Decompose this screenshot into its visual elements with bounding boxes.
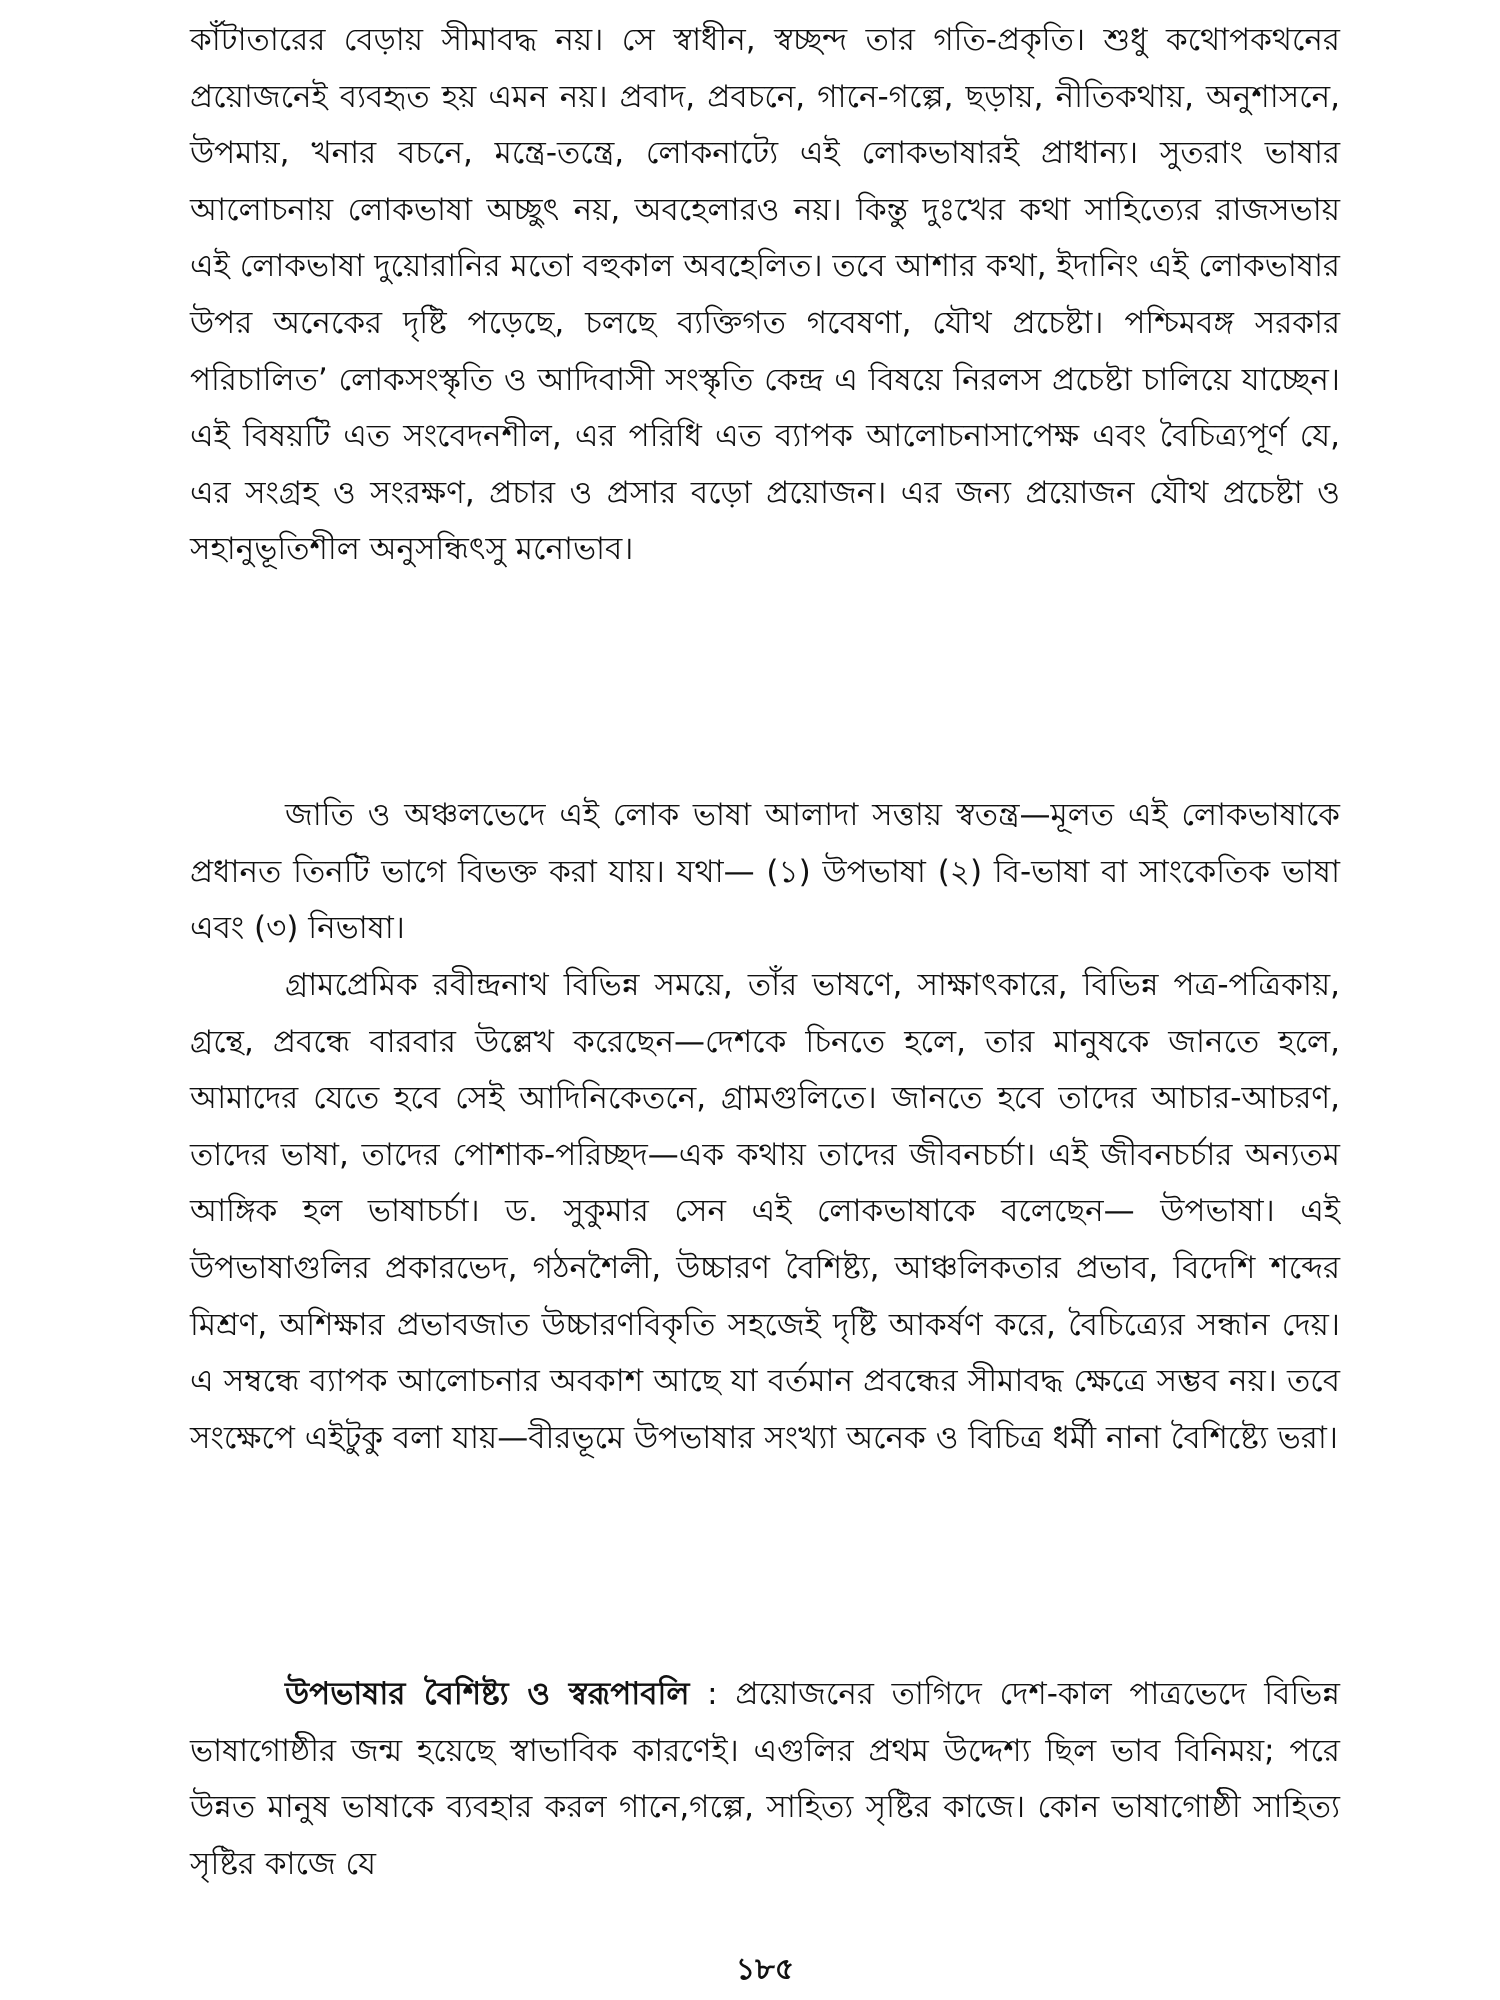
page-number: ১৮৫ [735, 1952, 795, 1987]
paragraph-3: গ্রামপ্রেমিক রবীন্দ্রনাথ বিভিন্ন সময়ে, তাঁর ভাষণে, সাক্ষাৎকারে, বিভিন্ন পত্র-পত্রিকায়, গ্রন্থে, প্রবন্ধে বারবার উল্লেখ করেছেন—দেশকে চিনতে হলে, তার মানুষকে জানতে হলে, আমাদের যেতে হবে সেই আদিনিকেতনে, গ্রামগুলিতে। জানতে হবে তাদের আচার-আচরণ, তাদের ভাষা, তাদের পোশাক-পরিচ্ছদ—এক কথায় তাদের জীবনচর্চা। এই জীবনচর্চার অন্যতম আঙ্গিক হল ভাষাচর্চা। ড. সুকুমার সেন এই লোকভাষাকে বলেছেন— উপভাষা। এই উপভাষাগুলির প্রকারভেদ, গঠনশৈলী, উচ্চারণ বৈশিষ্ট্য, আঞ্চলিকতার প্রভাব, বিদেশি শব্দের মিশ্রণ, অশিক্ষার প্রভাবজাত উচ্চারণবিকৃতি সহজেই দৃষ্টি আকর্ষণ করে, বৈচিত্র্যের সন্ধান দেয়। এ সম্বন্ধে ব্যাপক আলোচনার অবকাশ আছে যা বর্তমান প্রবন্ধের সীমাবদ্ধ ক্ষেত্রে সম্ভব নয়। তবে সংক্ষেপে এইটুকু বলা যায়—বীরভূমে উপভাষার সংখ্যা অনেক ও বিচিত্র ধর্মী নানা বৈশিষ্ট্যে ভরা। [190, 967, 1340, 1456]
section-heading: উপভাষার বৈশিষ্ট্য ও স্বরূপাবলি [285, 1676, 690, 1712]
paragraph-4 [190, 1666, 1340, 1892]
paragraph-4-text: : প্রয়োজনের তাগিদে দেশ-কাল পাত্রভেদে বিভিন্ন ভাষাগোষ্ঠীর জন্ম হয়েছে স্বাভাবিক কারণেই। এগুলির প্রথম উদ্দেশ্য ছিল ভাব বিনিময়; পরে উন্নত মানুষ ভাষাকে ব্যবহার করল গানে,গল্পে, সাহিত্য সৃষ্টির কাজে। কোন ভাষাগোষ্ঠী সাহিত্য সৃষ্টির কাজে যে [190, 1676, 1340, 1882]
paragraph-1: কাঁটাতারের বেড়ায় সীমাবদ্ধ নয়। সে স্বাধীন, স্বচ্ছন্দ তার গতি-প্রকৃতি। শুধু কথোপকথনের প্রয়োজনেই ব্যবহৃত হয় এমন নয়। প্রবাদ, প্রবচনে, গানে-গল্পে, ছড়ায়, নীতিকথায়, অনুশাসনে, উপমায়, খনার বচনে, মন্ত্রে-তন্ত্রে, লোকনাট্যে এই লোকভাষারই প্রাধান্য। সুতরাং ভাষার আলোচনায় লোকভাষা অচ্ছুৎ নয়, অবহেলারও নয়। কিন্তু দুঃখের কথা সাহিত্যের রাজসভায় এই লোকভাষা দুয়োরানির মতো বহুকাল অবহেলিত। তবে আশার কথা, ইদানিং এই লোকভাষার উপর অনেকের দৃষ্টি পড়েছে, চলছে ব্যক্তিগত গবেষণা, যৌথ প্রচেষ্টা। পশ্চিমবঙ্গ সরকার পরিচালিত’ লোকসংস্কৃতি ও আদিবাসী সংস্কৃতি কেন্দ্র এ বিষয়ে নিরলস প্রচেষ্টা চালিয়ে যাচ্ছেন। এই বিষয়টি এত সংবেদনশীল, এর পরিধি এত ব্যাপক আলোচনাসাপেক্ষ এবং বৈচিত্র্যপূর্ণ যে, এর সংগ্রহ ও সংরক্ষণ, প্রচার ও প্রসার বড়ো প্রয়োজন। এর জন্য প্রয়োজন যৌথ প্রচেষ্টা ও সহানুভূতিশীল অনুসন্ধিৎসু মনোভাব। [190, 22, 1340, 568]
paragraph-2: জাতি ও অঞ্চলভেদে এই লোক ভাষা আলাদা সত্তায় স্বতন্ত্র—মূলত এই লোকভাষাকে প্রধানত তিনটি ভাগে বিভক্ত করা যায়। যথা— (১) উপভাষা (২) বি-ভাষা বা সাংকেতিক ভাষা এবং (৩) নিভাষা। [190, 797, 1340, 947]
document-page [190, 0, 1340, 2000]
